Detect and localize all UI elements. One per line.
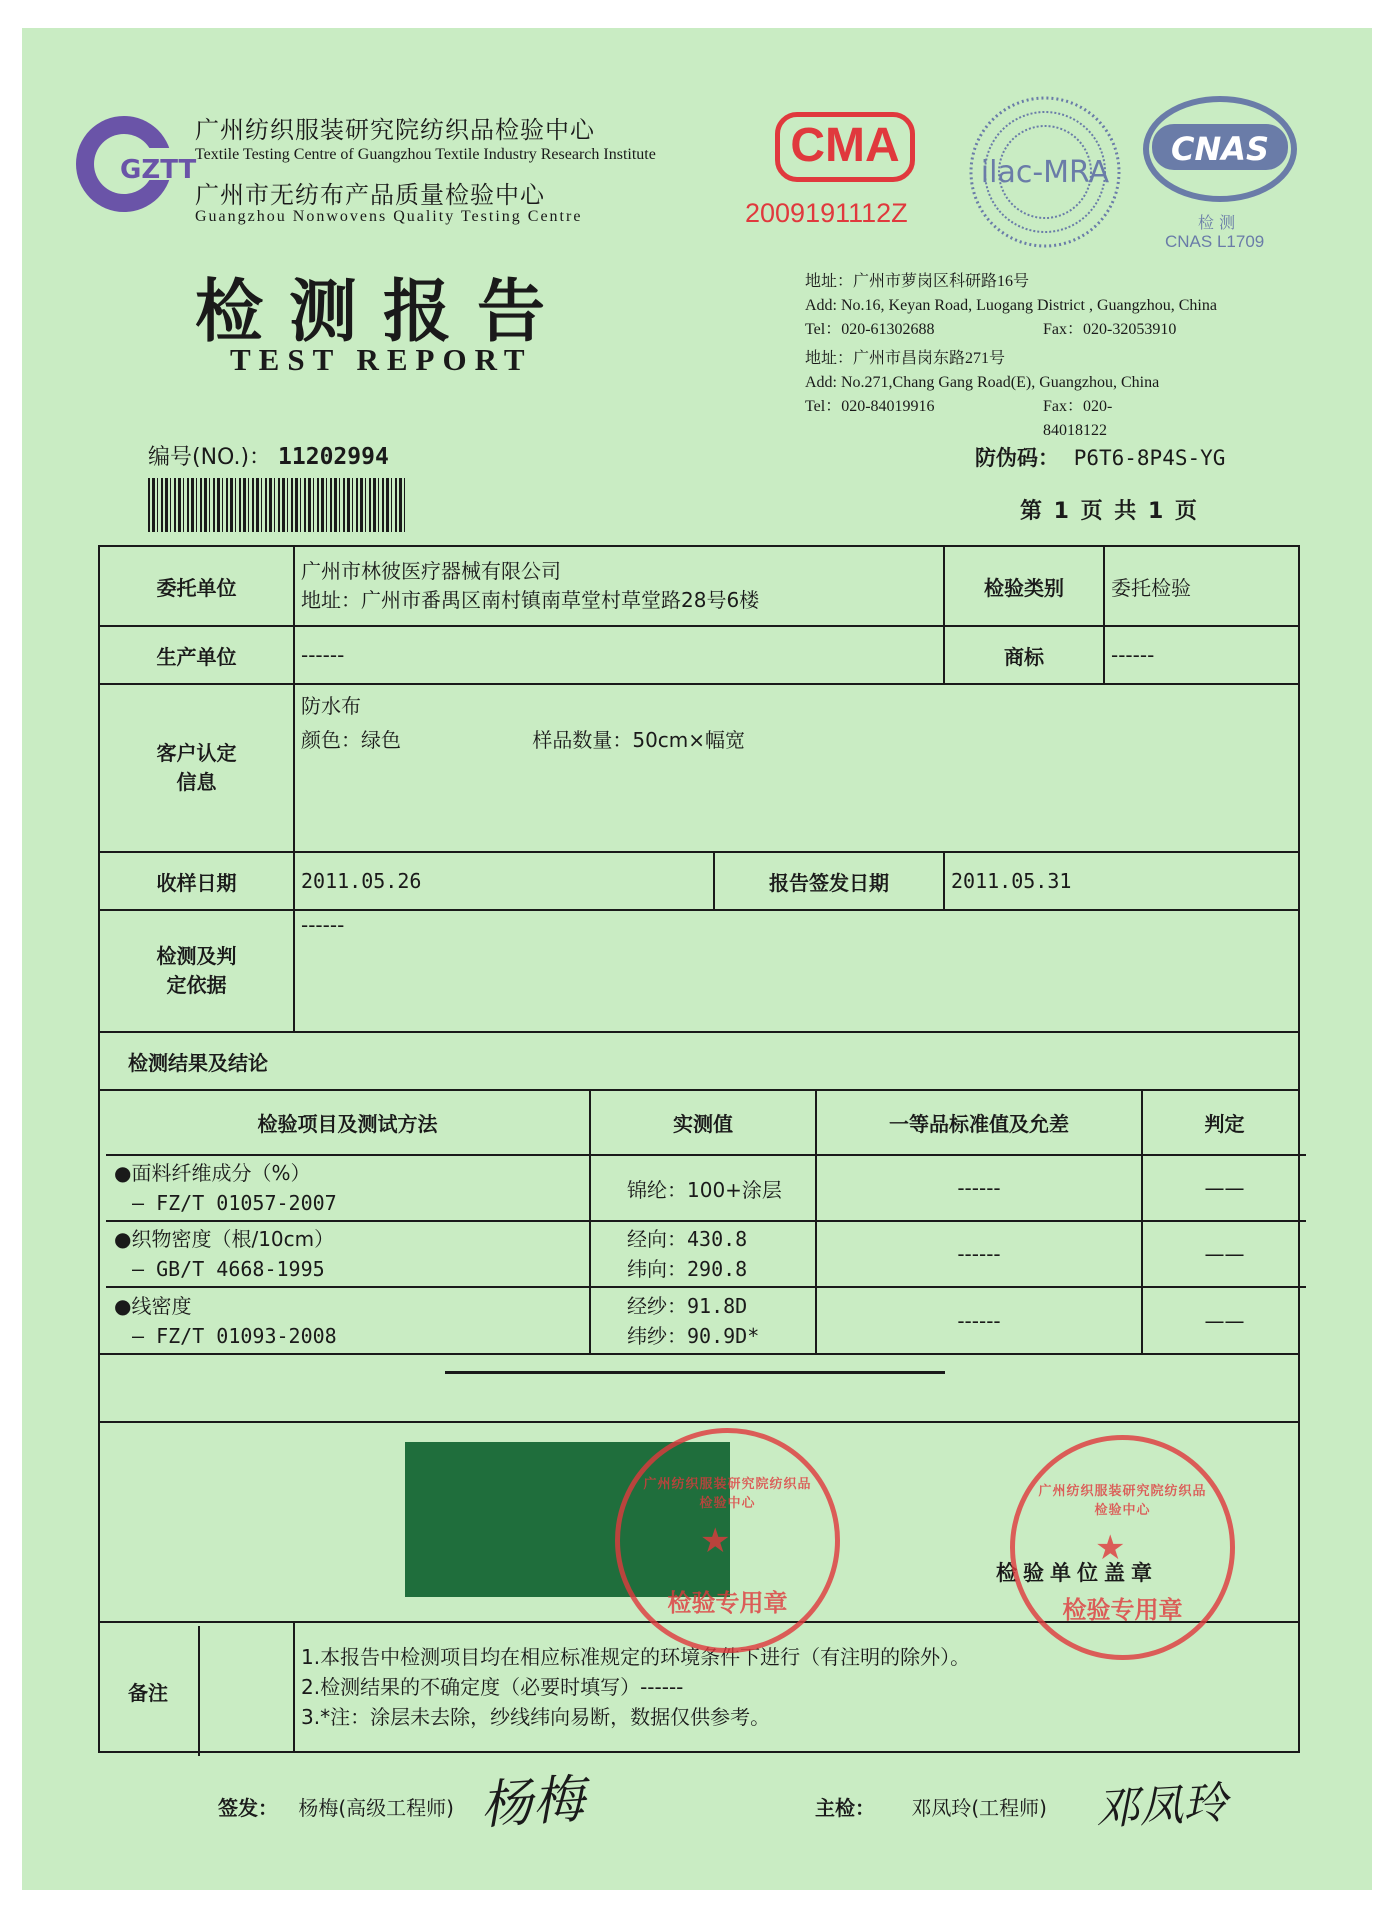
result-item-cell [106, 1221, 590, 1287]
org-name-cn-1: 广州纺织服装研究院纺织品检验中心 [195, 116, 595, 144]
cnas-sub: 检 测 [1198, 213, 1236, 232]
address-2-en: Add: No.271,Chang Gang Road(E), Guangzhou, China [805, 374, 1160, 391]
result-method: — FZ/T 01057-2007 [132, 1191, 337, 1215]
results-header-standard: 一等品标准值及允差 [816, 1091, 1142, 1155]
cnas-text: CNAS [1170, 130, 1270, 168]
results-title-row [99, 1032, 1299, 1090]
result-value-2: 纬向：290.8 [627, 1257, 748, 1281]
ilac-mra-logo [965, 92, 1125, 252]
results-table-row [99, 1090, 1299, 1354]
inspection-type-value: 委托检验 [1104, 546, 1299, 626]
result-value-1: 经向：430.8 [627, 1227, 748, 1251]
fax-1: Fax：020-32053910 [1043, 321, 1177, 338]
result-value-cell [590, 1287, 816, 1353]
results-table-cell [99, 1090, 1299, 1354]
results-table [106, 1091, 1306, 1353]
barcode [148, 478, 408, 532]
remark-line: 3.*注：涂层未去除，纱线纬向易断，数据仅供参考。 [301, 1705, 771, 1729]
inspector [815, 1792, 1047, 1821]
tel-1: Tel：020-61302688 [805, 321, 935, 338]
basis-label-2: 定依据 [166, 973, 227, 997]
inspection-stamp-left [615, 1428, 840, 1653]
stamp-outer-text-right: 广州纺织服装研究院纺织品检验中心 [1038, 1484, 1207, 1518]
basis-label-1: 检测及判 [156, 944, 237, 968]
inspection-stamp-right [1010, 1435, 1235, 1660]
producer-row [99, 626, 1299, 684]
report-number-label: 编号(NO.)： [148, 445, 272, 470]
cma-number: 2009191112Z [745, 198, 908, 228]
logo-text: GZTT [120, 155, 197, 185]
address-2: 地址：广州市昌岗东路271号 [805, 350, 1006, 367]
end-line-row [99, 1354, 1299, 1422]
inspector-name: 邓凤玲(工程师) [911, 1796, 1047, 1820]
customer-info-label-1: 客户认定 [156, 741, 237, 765]
trademark-label: 商标 [944, 626, 1104, 684]
issuer-label: 签发： [218, 1796, 278, 1820]
end-line-cell [99, 1354, 1299, 1422]
result-item-cell [106, 1287, 590, 1353]
address-block-1 [805, 270, 1217, 342]
product-details [301, 723, 1292, 757]
trademark-value: ------ [1104, 626, 1299, 684]
remark-line: 1.本报告中检测项目均在相应标准规定的环境条件下进行（有注明的除外）。 [301, 1645, 971, 1669]
issue-date-label: 报告签发日期 [714, 852, 944, 910]
anti-fake-label: 防伪码： [975, 446, 1059, 470]
cnas-number: CNAS L1709 [1165, 232, 1265, 251]
result-standard: ------ [816, 1221, 1142, 1287]
issuer-signature: 杨梅 [478, 1769, 587, 1837]
tel-2: Tel：020-84019916 [805, 398, 935, 415]
stamp-inner-text-right: 检验专用章 [1062, 1596, 1183, 1624]
basis-row [99, 910, 1299, 1032]
result-value: 锦纶：100+涂层 [590, 1155, 816, 1221]
customer-info-row [99, 684, 1299, 852]
report-number-value: 11202994 [278, 444, 389, 470]
stamp-outer-text-left: 广州纺织服装研究院纺织品检验中心 [643, 1477, 812, 1511]
client-row [99, 546, 1299, 626]
client-label: 委托单位 [99, 546, 294, 626]
fax-2: Fax：020-84018122 [1043, 398, 1113, 439]
result-item: ●面料纤维成分（%） [114, 1161, 311, 1185]
remark-line: 2.检测结果的不确定度（必要时填写）------ [301, 1675, 684, 1699]
client-cell [294, 546, 944, 626]
end-of-results-line [445, 1371, 945, 1374]
address-1: 地址：广州市萝岗区科研路16号 [805, 273, 1030, 290]
product-color: 颜色：绿色 [301, 728, 401, 752]
results-header-value: 实测值 [590, 1091, 816, 1155]
cma-logo [775, 112, 915, 182]
anti-fake-value: P6T6-8P4S-YG [1073, 446, 1226, 470]
customer-info-cell [294, 684, 1299, 852]
basis-label [99, 910, 294, 1032]
org-name-cn-2: 广州市无纺布产品质量检验中心 [195, 181, 545, 209]
gztt-logo [68, 108, 197, 218]
results-header [106, 1091, 1306, 1155]
cma-text: CMA [790, 119, 900, 172]
sample-quantity: 样品数量：50cm×幅宽 [532, 728, 746, 752]
result-value-2: 纬纱：90.9D* [627, 1323, 760, 1348]
result-value-cell [590, 1221, 816, 1287]
address-block-2 [805, 347, 1160, 439]
result-value-1: 经纱：91.8D [627, 1293, 748, 1318]
seal-label: 检验单位盖章 [996, 1561, 1158, 1585]
result-item-cell [106, 1155, 590, 1221]
result-judgement: —— [1142, 1155, 1306, 1221]
issue-date-value: 2011.05.31 [944, 852, 1299, 910]
inspector-label: 主检： [815, 1796, 875, 1820]
table-row [106, 1155, 1306, 1221]
stamp-star-left: ★ [700, 1521, 731, 1561]
report-title-cn: 检测报告 [195, 273, 572, 352]
customer-info-label [99, 684, 294, 852]
result-method: — FZ/T 01093-2008 [132, 1323, 337, 1348]
org-name-en-2: Guangzhou Nonwovens Quality Testing Centre [195, 208, 583, 225]
page-info: 第 1 页 共 1 页 [1020, 499, 1199, 524]
client-address: 地址：广州市番禺区南村镇南草堂村草堂路28号6楼 [301, 588, 760, 612]
result-item: ●线密度 [114, 1293, 192, 1318]
report-title-en: TEST REPORT [230, 342, 533, 377]
ilac-text: ilac-MRA [980, 155, 1110, 190]
table-row [106, 1221, 1306, 1287]
inspector-signature: 邓凤玲 [1093, 1777, 1229, 1836]
product-name: 防水布 [301, 694, 361, 718]
receive-date-value: 2011.05.26 [294, 852, 714, 910]
issuer-name: 杨梅(高级工程师) [298, 1796, 454, 1820]
client-name: 广州市林彼医疗器械有限公司 [301, 559, 561, 583]
results-header-item: 检验项目及测试方法 [106, 1091, 590, 1155]
result-judgement: —— [1142, 1287, 1306, 1353]
cnas-logo [1140, 94, 1300, 204]
receive-date-label: 收样日期 [99, 852, 294, 910]
results-header-judgement: 判定 [1142, 1091, 1306, 1155]
customer-info-label-2: 信息 [176, 770, 217, 794]
table-row [106, 1287, 1306, 1353]
date-row [99, 852, 1299, 910]
issuer [218, 1792, 454, 1821]
producer-label: 生产单位 [99, 626, 294, 684]
stamp-inner-text-left: 检验专用章 [667, 1589, 788, 1617]
result-item: ●织物密度（根/10cm） [114, 1227, 335, 1251]
anti-fake-code [975, 442, 1225, 472]
results-title: 检测结果及结论 [99, 1032, 1299, 1090]
stamp-star-right: ★ [1095, 1528, 1126, 1568]
result-judgement: —— [1142, 1221, 1306, 1287]
address-1-en: Add: No.16, Keyan Road, Luogang District , Guangzhou, China [805, 297, 1217, 314]
result-standard: ------ [816, 1287, 1142, 1353]
remarks-label: 备注 [98, 1626, 200, 1756]
basis-value: ------ [294, 910, 1299, 1032]
producer-value: ------ [294, 626, 944, 684]
org-name-en-1: Textile Testing Centre of Guangzhou Textile Industry Research Institute [195, 146, 656, 163]
result-method: — GB/T 4668-1995 [132, 1257, 325, 1281]
result-standard: ------ [816, 1155, 1142, 1221]
report-number [148, 440, 389, 471]
inspection-type-label: 检验类别 [944, 546, 1104, 626]
